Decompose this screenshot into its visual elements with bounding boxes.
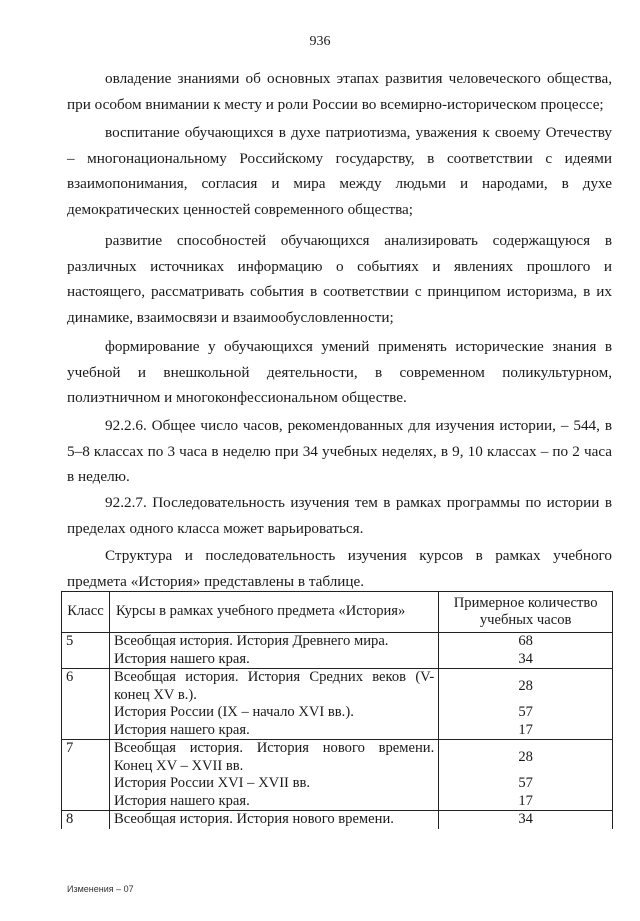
class-cell: 5 <box>62 633 110 669</box>
courses-table <box>61 591 613 829</box>
class-cell: 7 <box>62 740 110 811</box>
paragraph-92-2-7: 92.2.7. Последовательность изучения тем в рамках программы по истории в пределах одного класса может варьироваться. <box>67 494 612 537</box>
footer-changes-note: Изменения – 07 <box>67 884 134 894</box>
course-name: История нашего края. <box>113 792 250 809</box>
hours-cell <box>439 811 613 829</box>
table-header-row <box>62 592 613 633</box>
paragraph-92-2-6: 92.2.6. Общее число часов, рекомендованных для изучения истории, – 544, в 5–8 классах по 3 часа в неделю при 34 учебных неделях, в 9, 10 классах – по 2 часа в неделю. <box>67 417 612 485</box>
course-name: Всеобщая история. История Древнего мира. <box>113 633 389 649</box>
header-courses: Курсы в рамках учебного предмета «История» <box>109 592 438 633</box>
hours-value: 17 <box>518 721 533 738</box>
table-row <box>62 811 613 829</box>
course-name: Всеобщая история. История нового времени. Конец XV – XVII вв. <box>113 740 435 774</box>
hours-value: 17 <box>518 792 533 809</box>
course-name: Всеобщая история. История нового времени. <box>113 811 394 827</box>
hours-value: 28 <box>518 749 533 765</box>
course-name: История нашего края. <box>113 721 250 738</box>
course-name: История России XVI – XVII вв. <box>113 775 310 791</box>
hours-value: 28 <box>518 678 533 694</box>
course-name: История нашего края. <box>113 650 250 667</box>
table-row <box>62 740 613 811</box>
hours-cell <box>439 740 613 811</box>
hours-value: 57 <box>518 775 533 791</box>
course-name: История России (IX – начало XVI вв.). <box>113 704 354 720</box>
class-cell: 6 <box>62 669 110 740</box>
hours-cell <box>439 633 613 669</box>
courses-cell <box>109 811 438 829</box>
class-cell: 8 <box>62 811 110 829</box>
course-name: Всеобщая история. История Средних веков (V- конец XV в.). <box>113 669 435 703</box>
hours-cell <box>439 669 613 740</box>
courses-cell <box>109 669 438 740</box>
paragraph-applying-knowledge: формирование у обучающихся умений применять исторические знания в учебной и внешкольной деятельности, в современном поликультурном, полиэтничном и многоконфессиональном обществе. <box>67 338 612 406</box>
hours-value: 34 <box>518 650 533 667</box>
table-row <box>62 633 613 669</box>
hours-value: 57 <box>518 704 533 720</box>
header-hours: Примерное количество учебных часов <box>439 592 613 633</box>
hours-value: 68 <box>518 633 533 649</box>
page-number: 936 <box>309 34 331 49</box>
hours-value: 34 <box>518 811 533 827</box>
courses-cell <box>109 633 438 669</box>
paragraph-analysis-skills: развитие способностей обучающихся анализировать содержащуюся в различных источниках информацию о событиях и явлениях прошлого и настоящего, рассматривать события в соответствии с принципом историзма, в их динамике, взаимосвязи и взаимообусловленности; <box>67 232 612 326</box>
table-row <box>62 669 613 740</box>
paragraph-patriotism: воспитание обучающихся в духе патриотизма, уважения к своему Отечеству – многонациональному Российскому государству, в соответствии с идеями взаимопонимания, согласия и мира между людьми и народами, в духе демократических ценностей современного общества; <box>67 124 612 218</box>
courses-cell <box>109 740 438 811</box>
paragraph-table-intro: Структура и последовательность изучения курсов в рамках учебного предмета «История» представлены в таблице. <box>67 547 612 590</box>
paragraph-world-history-knowledge: овладение знаниями об основных этапах развития человеческого общества, при особом внимании к месту и роли России во всемирно-историческом процессе; <box>67 70 612 113</box>
header-class: Класс <box>62 592 110 633</box>
